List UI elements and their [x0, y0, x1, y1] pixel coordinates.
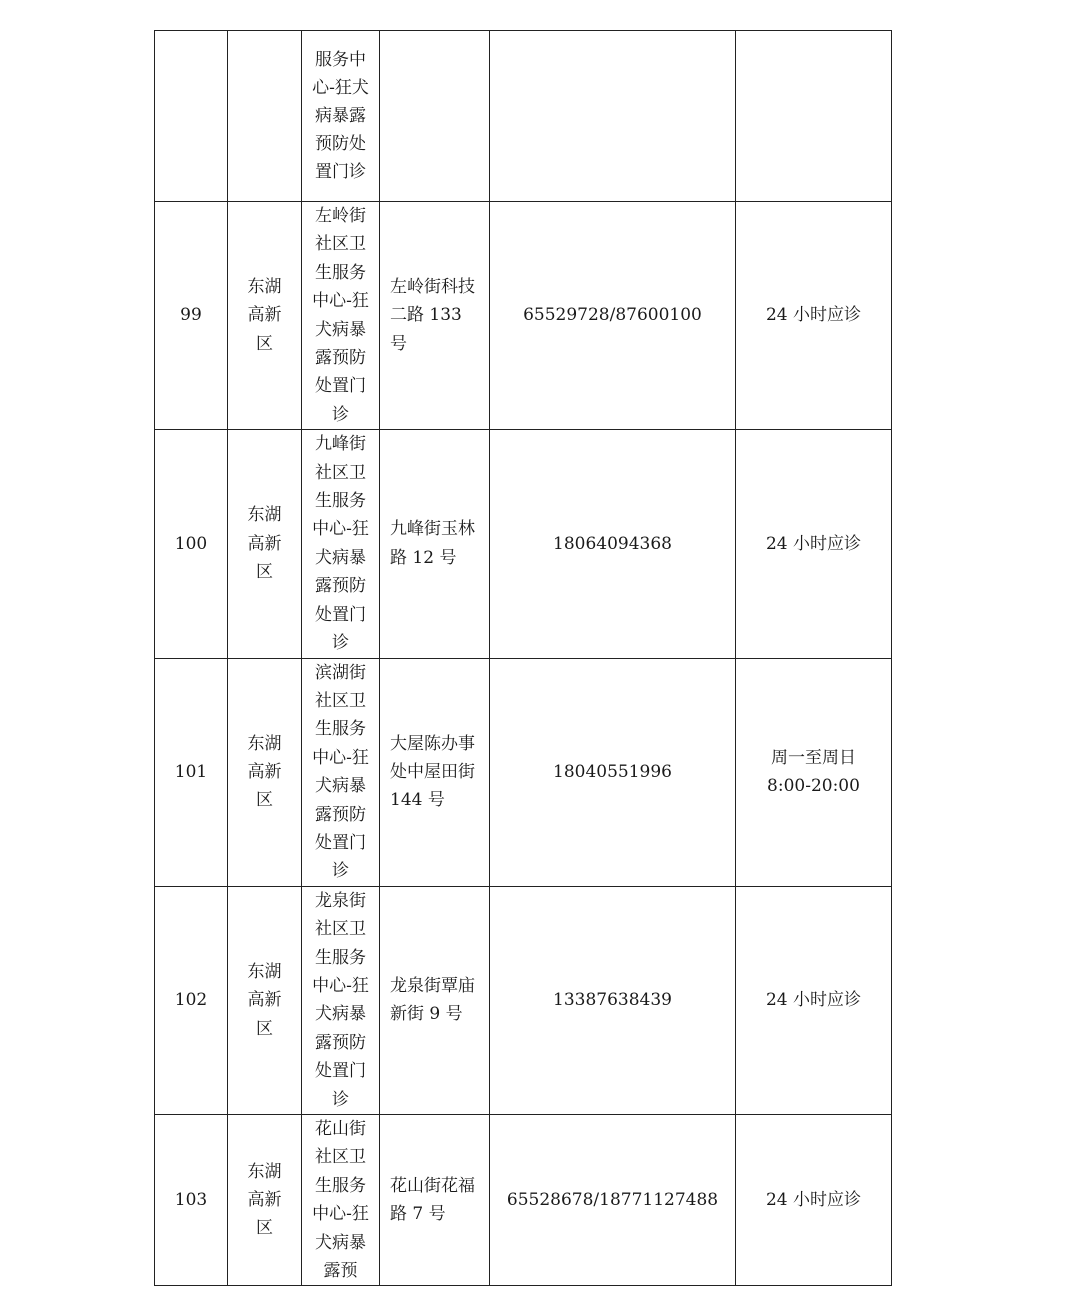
table-row: [155, 1115, 892, 1286]
address-cell: 九峰街玉林路 12 号: [380, 430, 490, 658]
number-cell: 103: [155, 1115, 228, 1286]
district-cell: 东湖高新区: [228, 886, 302, 1114]
clinic-name-cell: 龙泉街社区卫生服务中心-狂犬病暴露预防处置门诊: [302, 886, 380, 1114]
hours-cell: 24 小时应诊: [736, 1115, 892, 1286]
hours-cell: 24 小时应诊: [736, 202, 892, 430]
table-row: [155, 430, 892, 658]
district-cell: 东湖高新区: [228, 1115, 302, 1286]
district-cell: 东湖高新区: [228, 430, 302, 658]
district-cell: 东湖高新区: [228, 202, 302, 430]
phone-cell: 18040551996: [490, 658, 736, 886]
number-cell: 100: [155, 430, 228, 658]
hours-cell: 24 小时应诊: [736, 886, 892, 1114]
phone-cell: 65528678/18771127488: [490, 1115, 736, 1286]
phone-cell: 13387638439: [490, 886, 736, 1114]
clinic-table: [154, 30, 892, 1286]
table-row: [155, 658, 892, 886]
number-cell: 99: [155, 202, 228, 430]
table-row: [155, 886, 892, 1114]
address-cell: 左岭街科技二路 133 号: [380, 202, 490, 430]
table-row: [155, 202, 892, 430]
address-cell: 大屋陈办事处中屋田街 144 号: [380, 658, 490, 886]
clinic-name-cell: 服务中心-狂犬病暴露预防处置门诊: [302, 31, 380, 202]
clinic-name-cell: 九峰街社区卫生服务中心-狂犬病暴露预防处置门诊: [302, 430, 380, 658]
phone-cell: [490, 31, 736, 202]
clinic-name-cell: 花山街社区卫生服务中心-狂犬病暴露预: [302, 1115, 380, 1286]
address-cell: 花山街花福路 7 号: [380, 1115, 490, 1286]
number-cell: 102: [155, 886, 228, 1114]
number-cell: 101: [155, 658, 228, 886]
address-cell: [380, 31, 490, 202]
clinic-name-cell: 滨湖街社区卫生服务中心-狂犬病暴露预防处置门诊: [302, 658, 380, 886]
hours-cell: 24 小时应诊: [736, 430, 892, 658]
hours-cell: 周一至周日 8:00-20:00: [736, 658, 892, 886]
phone-cell: 65529728/87600100: [490, 202, 736, 430]
table-row: [155, 31, 892, 202]
district-cell: 东湖高新区: [228, 658, 302, 886]
clinic-name-cell: 左岭街社区卫生服务中心-狂犬病暴露预防处置门诊: [302, 202, 380, 430]
address-cell: 龙泉街覃庙新街 9 号: [380, 886, 490, 1114]
hours-cell: [736, 31, 892, 202]
number-cell: [155, 31, 228, 202]
district-cell: [228, 31, 302, 202]
phone-cell: 18064094368: [490, 430, 736, 658]
